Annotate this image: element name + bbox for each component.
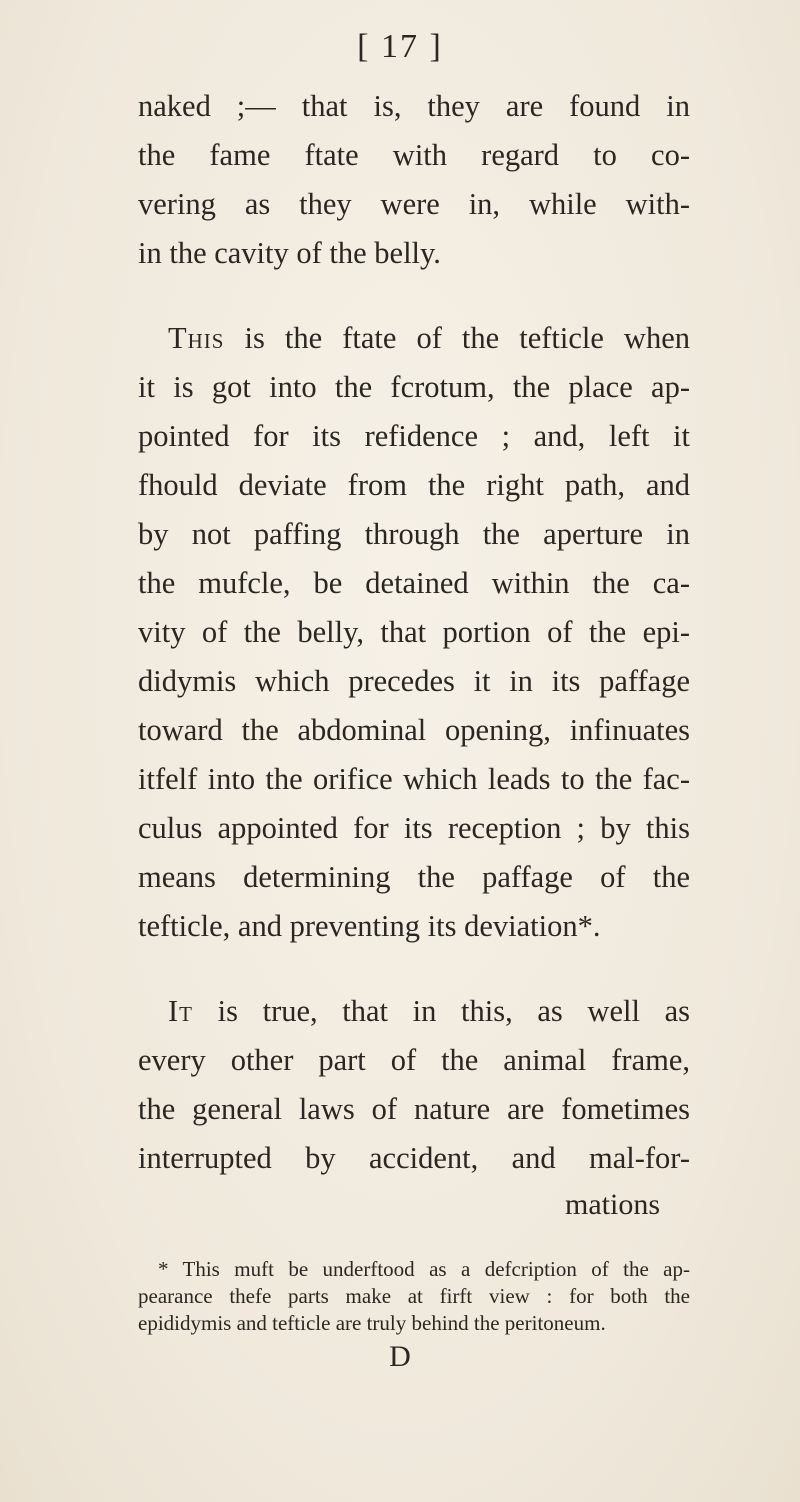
main-text — [138, 82, 690, 1183]
text-line: didymis which precedes it in its paffage — [138, 664, 690, 698]
text-line: by not paffing through the aperture in — [138, 517, 690, 551]
footnote-line: pearance thefe parts make at firft view : for both the — [138, 1284, 690, 1308]
text-line: tefticle, and preventing its deviation*. — [138, 909, 601, 943]
text-line: culus appointed for its reception ; by this — [138, 811, 690, 845]
text-line — [138, 987, 690, 1036]
text-line: interrupted by accident, and mal-for- — [138, 1141, 690, 1175]
footnote-line: epididymis and tefticle are truly behind the peritoneum. — [138, 1311, 606, 1335]
footnote-line: * This muft be underftood as a defcription of the ap- — [158, 1257, 690, 1281]
text-line: means determining the paffage of the — [138, 860, 690, 894]
paragraph-3 — [138, 987, 690, 1183]
text-line — [138, 314, 690, 363]
text-line: toward the abdominal opening, infinuates — [138, 713, 690, 747]
catchword: mations — [565, 1188, 660, 1221]
lead-word: It — [168, 994, 193, 1028]
line-rest: is the ftate of the tefticle when — [224, 321, 690, 355]
text-line: itfelf into the orifice which leads to the fac- — [138, 762, 690, 796]
text-line: pointed for its refidence ; and, left it — [138, 419, 690, 453]
lead-word: This — [168, 321, 225, 355]
paragraph-1 — [138, 82, 690, 278]
text-line: the mufcle, be detained within the ca- — [138, 566, 690, 600]
footnote — [138, 1256, 690, 1337]
text-line: vity of the belly, that portion of the epi- — [138, 615, 690, 649]
text-line: every other part of the animal frame, — [138, 1043, 690, 1077]
text-line: in the cavity of the belly. — [138, 236, 441, 270]
signature-mark: D — [389, 1340, 411, 1373]
page-number: [ 17 ] — [357, 28, 443, 65]
text-line: fhould deviate from the right path, and — [138, 468, 690, 502]
paragraph-2 — [138, 314, 690, 951]
text-line: the general laws of nature are fometimes — [138, 1092, 690, 1126]
text-line: vering as they were in, while with- — [138, 187, 690, 221]
text-line: it is got into the fcrotum, the place ap- — [138, 370, 690, 404]
text-line: naked ;— that is, they are found in — [138, 89, 690, 123]
line-rest: is true, that in this, as well as — [192, 994, 690, 1028]
text-line: the fame ftate with regard to co- — [138, 138, 690, 172]
